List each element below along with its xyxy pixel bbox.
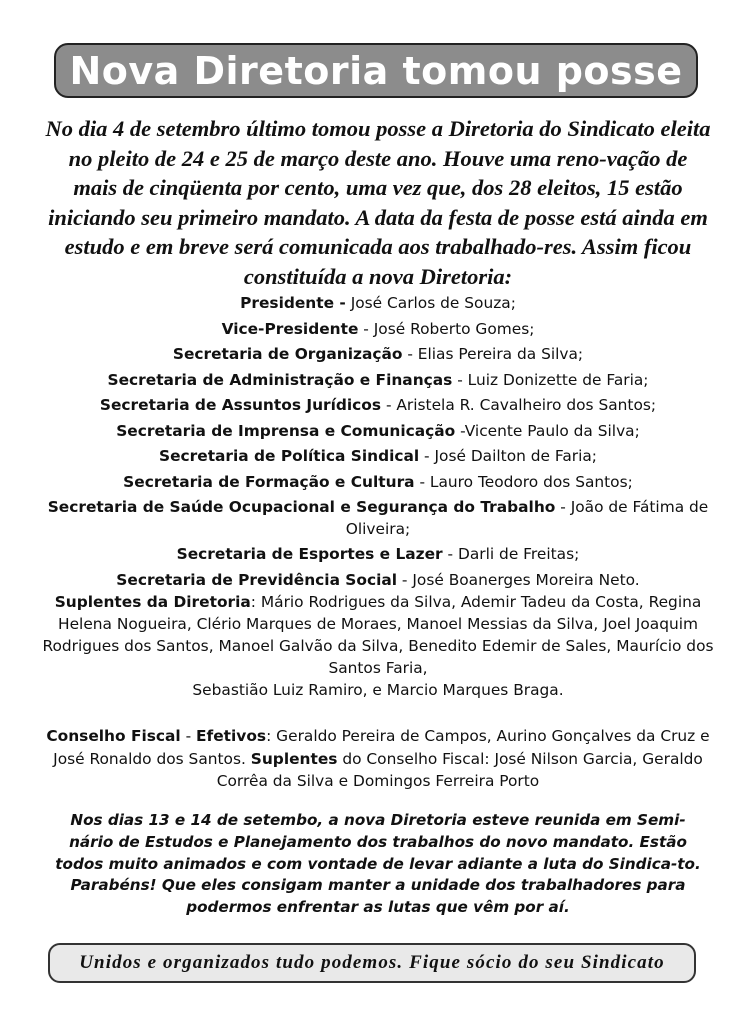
roster-member: - Darli de Freitas; (442, 545, 580, 563)
roster-entry-juridicos (40, 394, 716, 417)
board-roster (40, 292, 716, 705)
closing-paragraph: Nos dias 13 e 14 de setembo, a nova Diretoria esteve reunida em Semi-nário de Estudos e Planejamento dos trabalhos do novo mandato. Estão todos muito animados e com vontade de levar adiante a luta do Sindica-to. Parabéns! Que eles consigam manter a unidade dos trabalhadores para podermos enfrentar as lutas que vêm por aí. (55, 811, 701, 917)
roster-member: - Lauro Teodoro dos Santos; (414, 472, 633, 491)
roster-role: Secretaria de Organização (172, 345, 403, 363)
roster-member: -Vicente Paulo da Silva; (455, 421, 640, 440)
roster-member: - Elias Pereira da Silva; (402, 345, 584, 363)
footer-slogan: Unidos e organizados tudo podemos. Fique sócio do seu Sindicato (79, 952, 665, 973)
roster-entry-politica-sindical (40, 445, 716, 468)
intro-paragraph: No dia 4 de setembro último tomou posse a Diretoria do Sindicato eleita no pleito de 24 e 25 de março deste ano. Houve uma reno-vação de mais de cinqüenta por cento, uma vez que, dos 28 eleitos, 15 estão iniciando seu primeiro mandato. A data da festa de posse está ainda em estudo e em breve será comunicada aos trabalhado-res. Assim ficou constituída a nova Diretoria: (45, 116, 711, 289)
roster-role: Vice-Presidente (221, 319, 359, 338)
roster-entry-previdencia (40, 569, 716, 592)
roster-entry-esportes (40, 543, 716, 566)
suplentes-paragraph (40, 591, 716, 679)
headline-banner (54, 43, 698, 98)
conselho-label: Conselho Fiscal (46, 727, 181, 745)
roster-member: - Aristela R. Cavalheiro dos Santos; (381, 396, 657, 414)
efetivos-list: : Geraldo Pereira de Campos, Aurino Gonçalves da Cruz e José Ronaldo dos Santos. (53, 727, 710, 768)
roster-role: Secretaria de Imprensa e Comunicação (116, 421, 456, 440)
roster-role: Presidente - (240, 294, 346, 312)
roster-role: Secretaria de Formação e Cultura (123, 472, 415, 491)
roster-role: Secretaria de Política Sindical (159, 447, 420, 465)
roster-member: - José Roberto Gomes; (358, 319, 535, 338)
roster-entry-saude (40, 496, 716, 540)
suplentes-label: Suplentes da Diretoria (54, 593, 251, 611)
roster-role: Secretaria de Assuntos Jurídicos (99, 396, 382, 414)
conselho-suplentes-list: do Conselho Fiscal: José Nilson Garcia, Geraldo Corrêa da Silva e Domingos Ferreira Porto (216, 749, 703, 790)
roster-role: Secretaria de Administração e Finanças (107, 370, 453, 389)
efetivos-label: Efetivos (196, 727, 267, 745)
roster-entry-administracao (40, 369, 716, 392)
roster-entry-imprensa (40, 420, 716, 443)
conselho-suplentes-label: Suplentes (250, 749, 338, 768)
roster-member: - José Dailton de Faria; (419, 447, 597, 465)
roster-member: - Luiz Donizette de Faria; (452, 370, 649, 389)
page-title: Nova Diretoria tomou posse (69, 48, 683, 93)
suplentes-list: : Mário Rodrigues da Silva, Ademir Tadeu da Costa, Regina Helena Nogueira, Clério Marques de Moraes, Manoel Messias da Silva, Joel Joaquim Rodrigues dos Santos, Manoel Galvão da Silva, Benedito Edemir de Sales, Maurício dos Santos Faria, (42, 593, 714, 677)
suplentes-last-line: Sebastião Luiz Ramiro, e Marcio Marques Braga. (192, 681, 564, 699)
conselho-fiscal-paragraph (40, 725, 716, 793)
roster-role: Secretaria de Saúde Ocupacional e Segurança do Trabalho (47, 498, 556, 516)
roster-member: José Carlos de Souza; (345, 294, 516, 312)
roster-role: Secretaria de Previdência Social (116, 570, 398, 589)
roster-entry-president (40, 292, 716, 315)
footer-slogan-box (48, 943, 696, 983)
roster-role: Secretaria de Esportes e Lazer (176, 545, 443, 563)
conselho-separator: - (180, 727, 197, 745)
roster-member: - José Boanerges Moreira Neto. (397, 570, 640, 589)
roster-entry-vice-president (40, 318, 716, 341)
roster-entry-organizacao (40, 343, 716, 366)
roster-entry-formacao (40, 471, 716, 494)
roster-member: - João de Fátima de Oliveira; (345, 498, 709, 538)
